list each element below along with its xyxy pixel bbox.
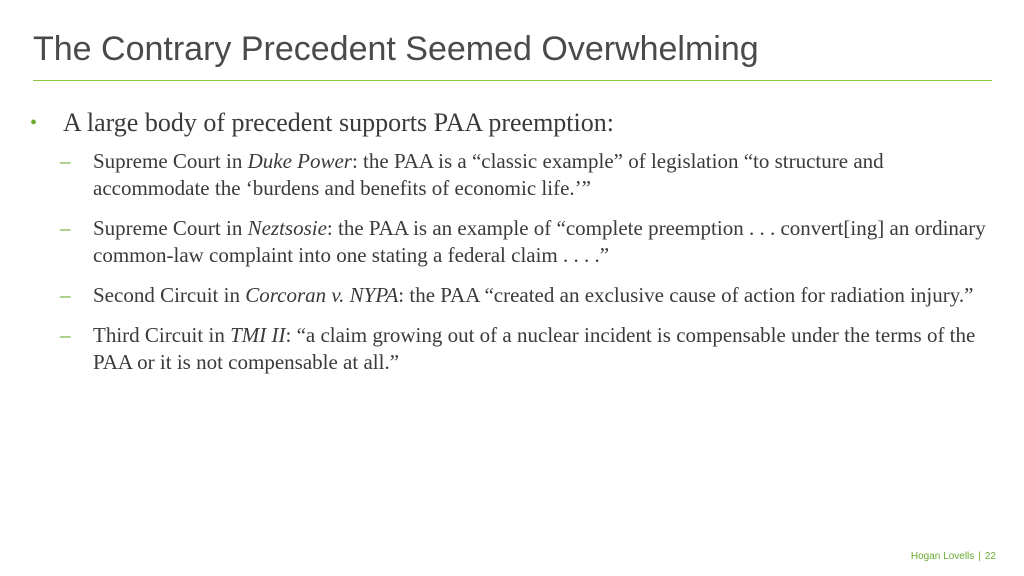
- title-divider: [33, 80, 992, 81]
- slide-body: [30, 106, 995, 389]
- sub-bullet-list: [30, 148, 995, 376]
- sub-bullet-prefix: Supreme Court in: [93, 149, 248, 173]
- footer-brand: Hogan Lovells: [910, 551, 975, 562]
- dash-bullet-icon: –: [60, 283, 71, 307]
- main-bullet-text: A large body of precedent supports PAA preemption:: [63, 108, 614, 137]
- case-name: TMI II: [230, 323, 286, 347]
- sub-bullet-text: : the PAA is an example of “complete preemption . . . convert[ing] an ordinary common-law complaint into one stating a federal claim . . . .”: [93, 216, 986, 267]
- sub-bullet-duke-power: [30, 148, 995, 202]
- sub-bullet-prefix: Third Circuit in: [93, 323, 231, 347]
- dash-bullet-icon: –: [60, 149, 71, 173]
- case-name: Neztsosie: [247, 216, 327, 240]
- case-name: Duke Power: [247, 149, 352, 173]
- footer-separator: |: [978, 551, 981, 562]
- slide-title: The Contrary Precedent Seemed Overwhelming: [33, 30, 759, 68]
- page-number: 22: [984, 551, 996, 562]
- sub-bullet-corcoran: [30, 282, 995, 309]
- sub-bullet-text: : the PAA “created an exclusive cause of action for radiation injury.”: [398, 283, 974, 307]
- dash-bullet-icon: –: [60, 216, 71, 240]
- sub-bullet-text: : “a claim growing out of a nuclear incident is compensable under the terms of the PAA or it is not compensable at all.”: [93, 323, 976, 374]
- main-bullet: [30, 106, 995, 140]
- sub-bullet-neztsosie: [30, 215, 995, 269]
- dash-bullet-icon: –: [60, 323, 71, 347]
- sub-bullet-prefix: Second Circuit in: [93, 283, 246, 307]
- slide-footer: [911, 551, 996, 562]
- sub-bullet-prefix: Supreme Court in: [93, 216, 248, 240]
- case-name: Corcoran v. NYPA: [245, 283, 399, 307]
- sub-bullet-tmi-ii: [30, 322, 995, 376]
- bullet-dot-icon: •: [30, 112, 38, 134]
- sub-bullet-text: : the PAA is a “classic example” of legislation “to structure and accommodate the ‘burdens and benefits of economic life.’”: [93, 149, 884, 200]
